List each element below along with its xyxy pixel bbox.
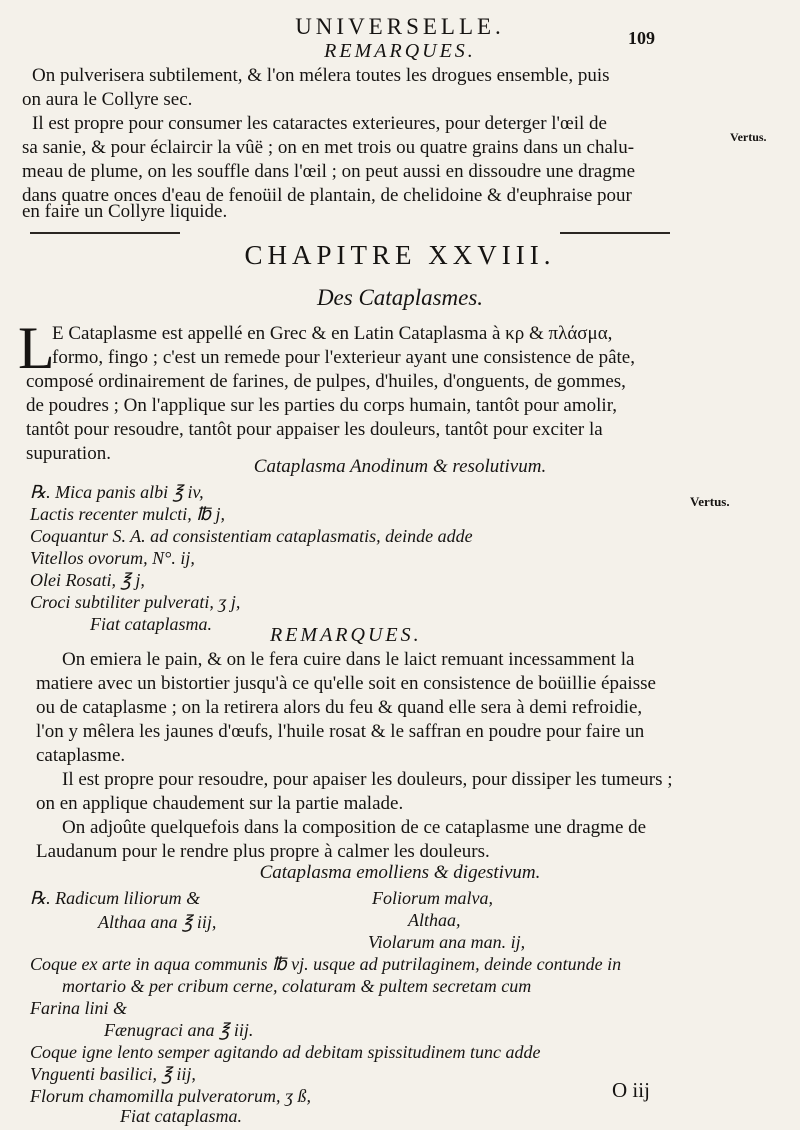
recipe2-left-2: Althaa ana ℥ iij, xyxy=(98,912,217,932)
recipe2-title: Cataplasma emolliens & digestivum. xyxy=(259,862,541,883)
rem2-p1-line-1: On emiera le pain, & on le fera cuire dans le laict remuant incessamment la xyxy=(62,649,635,670)
recipe2-line-1: Coque ex arte in aqua communis ℔ vj. usque ad putrilaginem, deinde contunde in xyxy=(30,954,622,974)
rem2-p1-line-5: cataplasme. xyxy=(36,745,126,766)
rem2-p1-line-4: l'on y mêlera les jaunes d'œufs, l'huile rosat & le saffran en poudre pour faire un xyxy=(36,721,645,742)
rem2-p2-line-2: on en applique chaudement sur la partie malade. xyxy=(36,793,404,814)
running-header: UNIVERSELLE. xyxy=(295,14,505,39)
recipe1-line-3: Coquantur S. A. ad consistentiam cataplasmatis, deinde adde xyxy=(30,526,473,546)
recipe2-right-3: Violarum ana man. ij, xyxy=(368,932,526,952)
recipe1-title: Cataplasma Anodinum & resolutivum. xyxy=(253,456,547,477)
chapter-subtitle: Des Cataplasmes. xyxy=(316,285,484,310)
intro-line-1: E Cataplasme est appellé en Grec & en Latin Cataplasma à κρ & πλάσμα, xyxy=(52,323,613,344)
margin-note-vertus-recipe: Vertus. xyxy=(690,494,730,509)
intro-line-5: tantôt pour resoudre, tantôt pour appaiser les douleurs, tantôt pour exciter la xyxy=(26,419,603,440)
remarques-heading-2: REMARQUES. xyxy=(270,624,422,646)
top-para2-line-2: sa sanie, & pour éclaircir la vûë ; on en met trois ou quatre grains dans un chalu- xyxy=(22,137,635,158)
recipe2-line-8: Fiat cataplasma. xyxy=(120,1106,242,1126)
recipe1-line-2: Lactis recenter mulcti, ℔ j, xyxy=(30,504,226,524)
top-para2-line-5: en faire un Collyre liquide. xyxy=(22,201,228,222)
recipe2-line-7: Florum chamomilla pulveratorum, ʒ ß, xyxy=(30,1086,311,1106)
rule-left xyxy=(30,232,180,234)
rem2-p3-line-1: On adjoûte quelquefois dans la composition de ce cataplasme une dragme de xyxy=(62,817,647,838)
recipe1-line-1: ℞. Mica panis albi ℥ iv, xyxy=(30,482,204,502)
top-para2-line-4: dans quatre onces d'eau de fenoüil de plantain, de chelidoine & d'euphraise pour xyxy=(22,185,632,206)
signature-mark: O iij xyxy=(612,1078,650,1102)
rem2-p1-line-3: ou de cataplasme ; on la retirera alors du feu & quand elle sera à demi refroidie, xyxy=(36,697,643,718)
recipe2-line-5: Coque igne lento semper agitando ad debitam spissitudinem tunc adde xyxy=(30,1042,541,1062)
chapter-title: CHAPITRE XXVIII. xyxy=(244,240,556,270)
intro-line-6: supuration. xyxy=(26,443,111,464)
margin-note-vertus-top: Vertus. xyxy=(730,130,767,144)
intro-line-4: de poudres ; On l'applique sur les parties du corps humain, tantôt pour amolir, xyxy=(26,395,618,416)
intro-line-3: composé ordinairement de farines, de pulpes, d'huiles, d'onguents, de gommes, xyxy=(26,371,626,392)
recipe1-line-5: Olei Rosati, ℥ j, xyxy=(30,570,145,590)
rem2-p1-line-2: matiere avec un bistortier jusqu'à ce qu'elle soit en consistence de boüillie épaisse xyxy=(36,673,656,694)
recipe2-right-1: Foliorum malva, xyxy=(372,888,493,908)
recipe1-line-6: Croci subtiliter pulverati, ʒ j, xyxy=(30,592,241,612)
recipe2-line-3: Farina lini & xyxy=(30,998,128,1018)
top-paragraph-line-1: On pulverisera subtilement, & l'on mélera toutes les drogues ensemble, puis xyxy=(32,65,610,86)
rem2-p2-line-1: Il est propre pour resoudre, pour apaiser les douleurs, pour dissiper les tumeurs ; xyxy=(62,769,673,790)
top-para2-line-1: Il est propre pour consumer les cataractes exterieures, pour deterger l'œil de xyxy=(32,113,607,134)
recipe2-line-6: Vnguenti basilici, ℥ iij, xyxy=(30,1064,196,1084)
page-number: 109 xyxy=(628,28,655,48)
rule-right xyxy=(560,232,670,234)
intro-line-2: formo, fingo ; c'est un remede pour l'exterieur ayant une consistence de pâte, xyxy=(52,347,635,368)
recipe2-line-2: mortario & per cribum cerne, colaturam & pultem secretam cum xyxy=(62,976,532,996)
dropcap-letter: L xyxy=(18,315,55,381)
recipe2-left-1: ℞. Radicum liliorum & xyxy=(30,888,201,908)
top-para2-line-3: meau de plume, on les souffle dans l'œil ; on peut aussi en dissoudre une dragme xyxy=(22,161,636,182)
remarques-heading-top: REMARQUES. xyxy=(324,40,476,62)
recipe2-right-2: Althaa, xyxy=(408,910,461,930)
recipe2-line-4: Fænugraci ana ℥ iij. xyxy=(104,1020,254,1040)
top-paragraph-line-2: on aura le Collyre sec. xyxy=(22,89,193,110)
recipe1-line-4: Vitellos ovorum, N°. ij, xyxy=(30,548,195,568)
rem2-p3-line-2: Laudanum pour le rendre plus propre à calmer les douleurs. xyxy=(36,841,490,862)
recipe1-line-7: Fiat cataplasma. xyxy=(90,614,212,634)
